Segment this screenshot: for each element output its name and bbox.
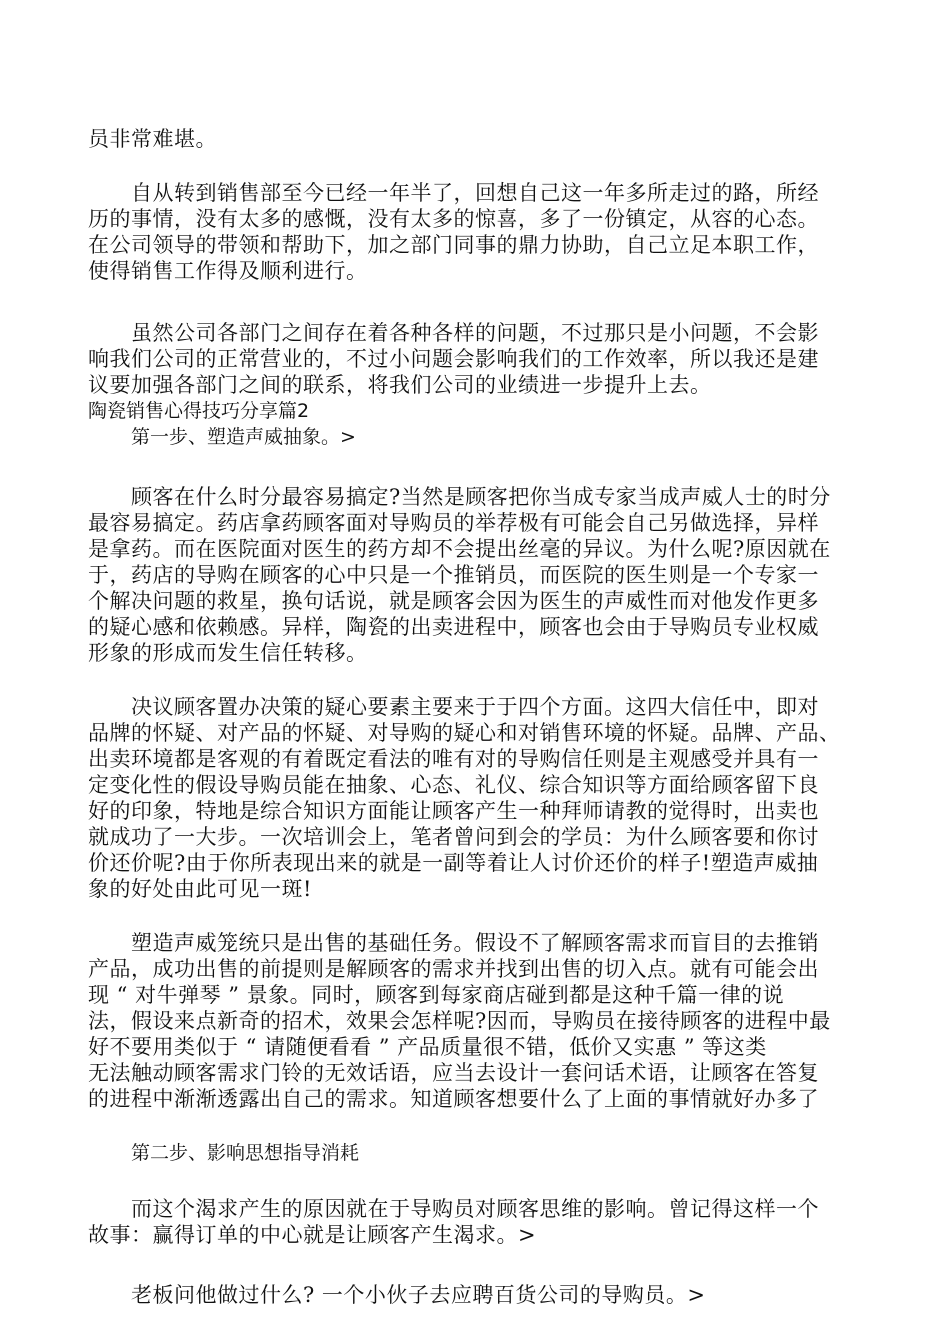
paragraph-line: 产品，成功出售的前提则是解顾客的需求并找到出售的切入点。就有可能会出 bbox=[88, 957, 819, 981]
step-heading: 第一步、塑造声威抽象。> bbox=[131, 426, 356, 448]
paragraph-line: 好的印象，特地是综合知识方面能让顾客产生一种拜师请教的觉得时，出卖也 bbox=[88, 799, 819, 823]
paragraph-line: 使得销售工作得及顺利进行。 bbox=[88, 259, 368, 283]
paragraph-line: 历的事情，没有太多的感慨，没有太多的惊喜，多了一份镇定，从容的心态。 bbox=[88, 207, 819, 231]
paragraph-line: 价还价呢?由于你所表现出来的就是一副等着让人讨价还价的样子!塑造声威抽 bbox=[88, 851, 819, 875]
paragraph-line: 决议顾客置办决策的疑心要素主要来于于四个方面。这四大信任中，即对 bbox=[131, 695, 819, 719]
paragraph-line: 法，假设来点新奇的招术，效果会怎样呢?因而，导购员在接待顾客的进程中最 bbox=[88, 1009, 831, 1033]
paragraph-line: 而这个渴求产生的原因就在于导购员对顾客思维的影响。曾记得这样一个 bbox=[131, 1197, 819, 1221]
paragraph-line: 个解决问题的救星，换句话说，就是顾客会因为医生的声威性而对他发作更多 bbox=[88, 589, 819, 613]
paragraph-line: 形象的形成而发生信任转移。 bbox=[88, 641, 368, 665]
paragraph-line: 塑造声威笼统只是出售的基础任务。假设不了解顾客需求而盲目的去推销 bbox=[131, 931, 819, 955]
paragraph-line: 就成功了一大步。一次培训会上，笔者曾问到会的学员：为什么顾客要和你讨 bbox=[88, 825, 819, 849]
paragraph-line: 自从转到销售部至今已经一年半了，回想自己这一年多所走过的路，所经 bbox=[131, 181, 819, 205]
paragraph-line: 的进程中渐渐透露出自己的需求。知道顾客想要什么了上面的事情就好办多了 bbox=[88, 1087, 819, 1111]
paragraph-line: 故事：赢得订单的中心就是让顾客产生渴求。> bbox=[88, 1223, 537, 1247]
paragraph-line: 现 “ 对牛弹琴 ” 景象。同时，顾客到每家商店碰到都是这种千篇一律的说 bbox=[88, 983, 785, 1007]
paragraph-line: 象的好处由此可见一斑! bbox=[88, 877, 312, 901]
paragraph-line: 员非常难堪。 bbox=[88, 127, 217, 151]
paragraph-line: 于，药店的导购在顾客的心中只是一个推销员，而医院的医生则是一个专家一 bbox=[88, 563, 819, 587]
paragraph-line: 顾客在什么时分最容易搞定?当然是顾客把你当成专家当成声威人士的时分 bbox=[131, 485, 831, 509]
paragraph-line: 在公司领导的带领和帮助下，加之部门同事的鼎力协助，自己立足本职工作， bbox=[88, 233, 819, 257]
paragraph-line: 最容易搞定。药店拿药顾客面对导购员的举荐极有可能会自己另做选择，异样 bbox=[88, 511, 819, 535]
paragraph-line: 的疑心感和依赖感。异样，陶瓷的出卖进程中，顾客也会由于导购员专业权威 bbox=[88, 615, 819, 639]
paragraph-line: 议要加强各部门之间的联系，将我们公司的业绩进一步提升上去。 bbox=[88, 373, 712, 397]
paragraph-line: 响我们公司的正常营业的，不过小问题会影响我们的工作效率，所以我还是建 bbox=[88, 347, 819, 371]
paragraph-line: 无法触动顾客需求门铃的无效话语，应当去设计一套问话术语，让顾客在答复 bbox=[88, 1061, 819, 1085]
paragraph-line: 定变化性的假设导购员能在抽象、心态、礼仪、综合知识等方面给顾客留下良 bbox=[88, 773, 819, 797]
paragraph-line: 老板问他做过什么? 一个小伙子去应聘百货公司的导购员。> bbox=[131, 1283, 706, 1307]
paragraph-line: 是拿药。而在医院面对医生的药方却不会提出丝毫的异议。为什么呢?原因就在 bbox=[88, 537, 831, 561]
section-title: 陶瓷销售心得技巧分享篇2 bbox=[88, 400, 310, 422]
paragraph-line: 品牌的怀疑、对产品的怀疑、对导购的疑心和对销售环境的怀疑。品牌、产品、 bbox=[88, 721, 841, 745]
paragraph-line: 出卖环境都是客观的有着既定看法的唯有对的导购信任则是主观感受并具有一 bbox=[88, 747, 819, 771]
paragraph-line: 虽然公司各部门之间存在着各种各样的问题，不过那只是小问题，不会影 bbox=[131, 321, 819, 345]
paragraph-line: 好不要用类似于 “ 请随便看看 ” 产品质量很不错，低价又实惠 ” 等这类 bbox=[88, 1035, 767, 1059]
step-heading: 第二步、影响思想指导消耗 bbox=[131, 1142, 360, 1164]
